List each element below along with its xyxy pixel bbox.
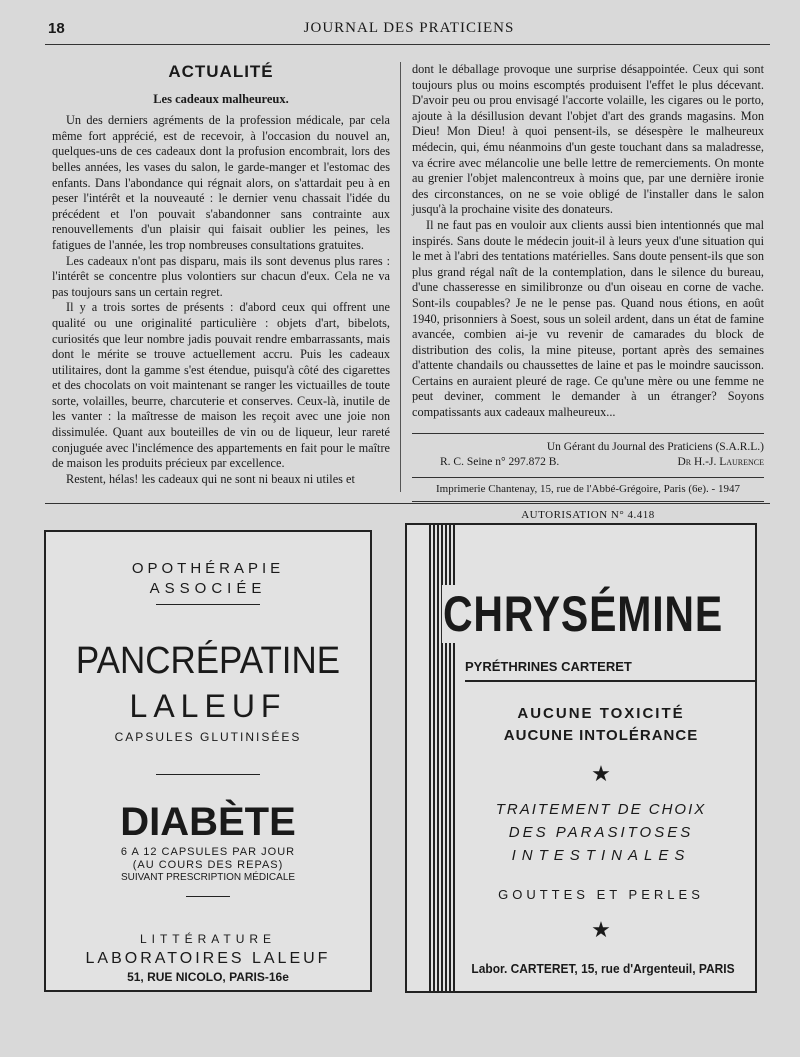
product-name: PANCRÉPATINE — [75, 640, 341, 682]
printer-line: Imprimerie Chantenay, 15, rue de l'Abbé-Grégoire, Paris (6e). - 1947 — [412, 477, 764, 503]
dosage-3: SUIVANT PRESCRIPTION MÉDICALE — [120, 872, 296, 883]
treatment-3: INTESTINALES — [511, 847, 691, 864]
claim-2: AUCUNE INTOLÉRANCE — [503, 727, 699, 744]
dosage-2: (AU COURS DES REPAS) — [132, 859, 284, 871]
star-icon: ★ — [591, 917, 611, 942]
gerant-line: Un Gérant du Journal des Praticiens (S.A.R.L.) — [546, 440, 764, 453]
treatment-1: TRAITEMENT DE CHOIX — [495, 801, 707, 818]
paragraph: Restent, hélas! les cadeaux qui ne sont ni beaux ni utiles et — [66, 471, 355, 486]
journal-title: JOURNAL DES PRATICIENS — [303, 20, 515, 36]
article-right-column — [412, 62, 764, 524]
divider — [156, 774, 260, 775]
labs-name: LABORATOIRES LALEUF — [85, 950, 331, 967]
forms: GOUTTES ET PERLES — [498, 887, 704, 902]
rc-number: R. C. Seine n° 297.872 B. — [440, 456, 560, 469]
ad-laleuf — [44, 530, 372, 992]
divider — [186, 896, 230, 897]
header-rule — [45, 44, 770, 45]
article-title: Les cadeaux malheureux. — [153, 91, 289, 106]
product-subtitle: PYRÉTHRINES CARTERET — [465, 659, 632, 674]
labo-address: Labor. CARTERET, 15, rue d'Argenteuil, PARIS — [471, 961, 735, 976]
claim-1: AUCUNE TOXICITÉ — [517, 705, 685, 722]
publisher-block — [412, 433, 764, 471]
literature: LITTÉRATURE — [139, 932, 277, 946]
treatment-2: DES PARASITOSES — [508, 824, 694, 841]
ad-line2: ASSOCIÉE — [149, 580, 267, 597]
paragraph: Il y a trois sortes de présents : d'abord ceux qui offrent une qualité ou une originalité particulière : objets d'art, bibelots, curiosités que leur nombre jadis pouvait rendre embarrassants, mais dont le mérite se trouve actuellement accru. Puis les cadeaux utilitaires, dont la gamme s'est étendue, puisqu'à côté des cigarettes et des chocolats on voit maintenant se ranger les victuailles de toute sorte, volailles, beurre, charcuterie et conserves. Ceux-là, inutile de les vanter : la maîtresse de maison les reçoit avec une joie non dissimulée. Quant aux bouteilles de vin ou de liqueur, leur rareté conjuguée avec l'inclémence des appartements en fait pour le maître de maison les produits précieux par excellence. — [52, 300, 390, 471]
page-number: 18 — [48, 20, 65, 37]
paragraph: Les cadeaux n'ont pas disparu, mais ils sont devenus plus rares : l'intérêt se concentre plus volontiers sur chacun d'eux. Cela ne va pas toujours sans un certain regret. — [52, 253, 390, 299]
article-left-column — [52, 62, 390, 487]
indication: DIABÈTE — [120, 800, 296, 844]
dosage-1: 6 A 12 CAPSULES PAR JOUR — [120, 846, 296, 858]
paragraph: dont le déballage provoque une surprise désappointée. Ceux qui sont toujours plus ou moins escomptés produisent l'effet le plus décevant. D'avoir peu ou prou envisagé l'accorte volaille, les cigares ou le porto, ajoute à la désillusion devant l'objet d'art des grands magasins. Mon Dieu! Mon Dieu! à quoi pensent-ils, se désespère le malheureux médecin, qui, ému néanmoins d'un geste touchant dans sa maladresse, va écrire avec mélancolie une belle lettre de remerciements. On monte au grenier l'objet malencontreux à moins que, par une dernière ironie des circonstances, on ne se voie obligé de l'installer dans le salon jusqu'à la prochaine visite des donateurs. — [412, 62, 764, 217]
paragraph: Il ne faut pas en vouloir aux clients aussi bien intentionnés que mal inspirés. Sans doute le médecin jouit-il à leurs yeux d'une situation qui le met à l'abri des tentations matérielles. Sans doute pensent-ils que son plus grand régal naît de la contemplation, dans le silence du bureau, d'une chasseresse en similibronze ou d'un oiseau en corne de vache. Sont-ils coupables? Je ne le pense pas. Quand nous étions, en août 1940, prisonniers à Soest, sous un soleil ardent, dans un état de famine avancée, combien ai-je vu revenir de camarades du block de distribution des colis, la mine piteuse, portant après des semaines d'attente chandails ou chaussettes de laine et pas le moindre saucisson. Certains en auraient pleuré de rage. Ce qu'une mère ou une femme ne peut deviner, comment le demander à un étranger? Soyons compatissants aux cadeaux malheureux... — [412, 217, 764, 420]
authorization: AUTORISATION N° 4.418 — [521, 509, 655, 522]
capsules-text: CAPSULES GLUTINISÉES — [114, 730, 302, 744]
labs-address: 51, RUE NICOLO, PARIS-16e — [127, 970, 289, 984]
director-name: Dr H.-J. Laurence — [677, 456, 764, 469]
ad-carteret — [405, 523, 757, 993]
section-title: ACTUALITÉ — [168, 62, 274, 81]
column-divider — [400, 62, 401, 492]
product-name: CHRYSÉMINE — [442, 586, 724, 642]
ad-line1: OPOTHÉRAPIE — [131, 560, 285, 577]
brand-name: LALEUF — [129, 688, 287, 724]
page-header — [48, 18, 770, 40]
paragraph: Un des derniers agréments de la profession médicale, par cela même fort apprécié, est de recevoir, à l'occasion du nouvel an, quelques-uns de ces cadeaux dont la profusion encombrait, lors des belles années, les vases du salon, le garde-manger et l'estomac des enfants. Dans l'abondance qui régnait alors, on s'attardait peu à en peser l'intérêt et la nouveauté : le dernier venu chassait l'idée du précédent et l'on pouvait s'abandonner sans contrainte aux renouvellements d'un plaisir qui faisait oublier les peines, les fatigues de l'année, les trop nombreuses consultations gratuites. — [52, 113, 390, 252]
ads-rule — [45, 503, 770, 504]
divider — [465, 680, 755, 682]
star-icon: ★ — [591, 761, 611, 786]
divider — [156, 604, 260, 605]
